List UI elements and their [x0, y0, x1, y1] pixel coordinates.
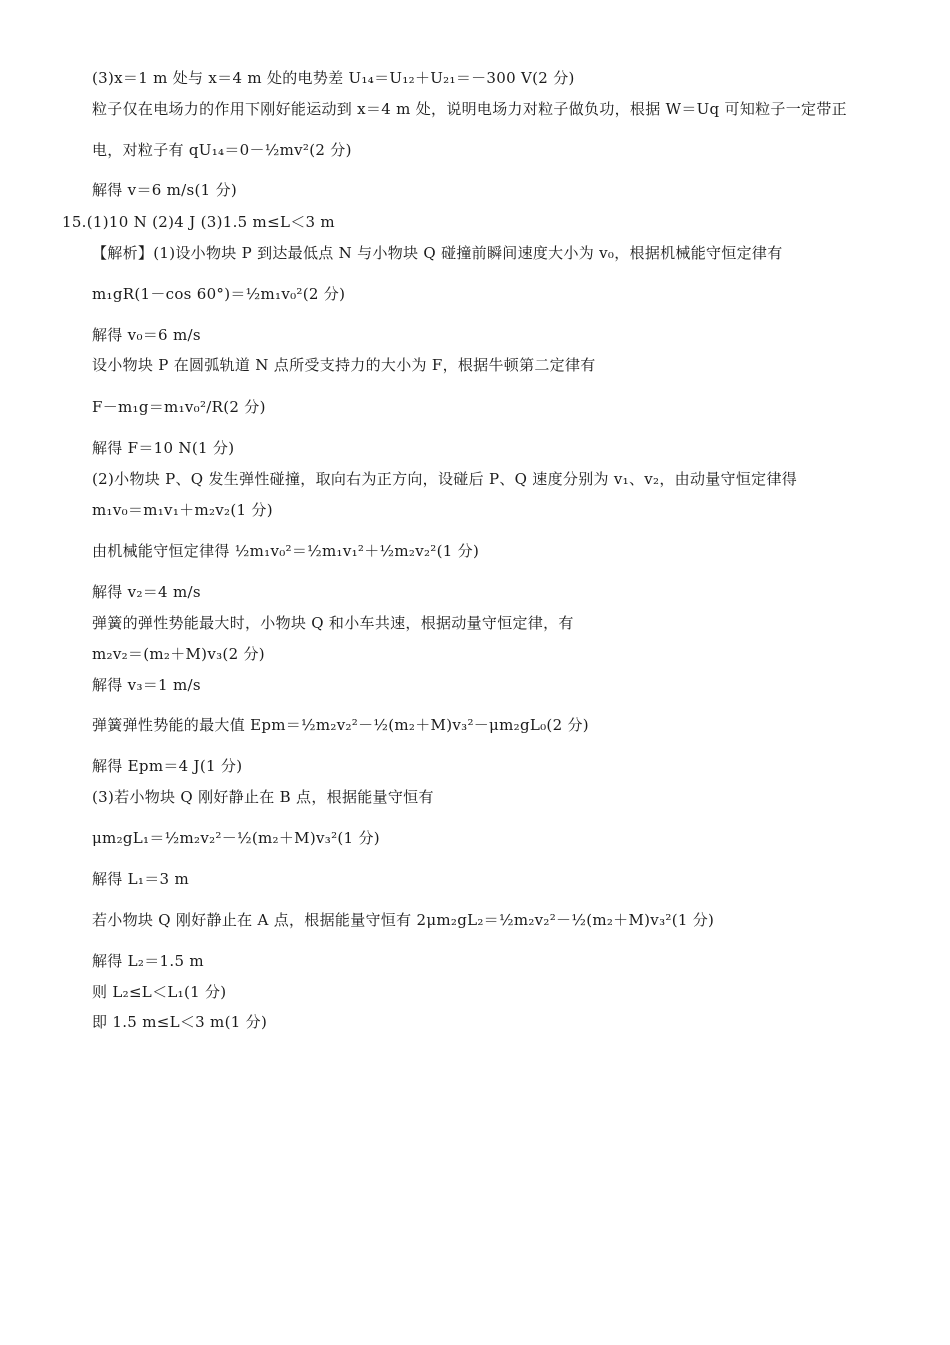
text-line: 设小物块 P 在圆弧轨道 N 点所受支持力的大小为 F，根据牛顿第二定律有 — [92, 356, 596, 374]
text-line: 弹簧的弹性势能最大时，小物块 Q 和小车共速，根据动量守恒定律，有 — [92, 614, 574, 632]
text-line: 解得 F＝10 N(1 分) — [92, 439, 235, 457]
text-line: 解得 v₃＝1 m/s — [92, 676, 201, 694]
text-line: 则 L₂≤L＜L₁(1 分) — [92, 983, 227, 1001]
equation-line: m₁v₀＝m₁v₁＋m₂v₂(1 分) — [92, 501, 273, 519]
text-line: 即 1.5 m≤L＜3 m(1 分) — [92, 1013, 268, 1031]
text-line: 解得 L₁＝3 m — [92, 870, 189, 888]
equation-line: 弹簧弹性势能的最大值 Epm＝½m₂v₂²－½(m₂＋M)v₃²－μm₂gL₀(2 分) — [92, 716, 589, 734]
equation-line: m₁gR(1－cos 60°)＝½m₁v₀²(2 分) — [92, 285, 346, 303]
question-heading: 15.(1)10 N (2)4 J (3)1.5 m≤L＜3 m — [62, 213, 335, 231]
equation-line: 若小物块 Q 刚好静止在 A 点，根据能量守恒有 2μm₂gL₂＝½m₂v₂²－½(m₂＋M)v₃²(1 分) — [92, 911, 715, 929]
equation-line: 由机械能守恒定律得 ½m₁v₀²＝½m₁v₁²＋½m₂v₂²(1 分) — [92, 542, 480, 560]
text-line: 解得 v₂＝4 m/s — [92, 583, 201, 601]
text-line: 解得 v＝6 m/s(1 分) — [92, 181, 238, 199]
equation-line: μm₂gL₁＝½m₂v₂²－½(m₂＋M)v₃²(1 分) — [92, 829, 380, 847]
text-line: (2)小物块 P、Q 发生弹性碰撞，取向右为正方向，设碰后 P、Q 速度分别为 v₁、v₂，由动量守恒定律得 — [92, 470, 798, 488]
equation-line: m₂v₂＝(m₂＋M)v₃(2 分) — [92, 645, 265, 663]
text-line: (3)若小物块 Q 刚好静止在 B 点，根据能量守恒有 — [92, 788, 434, 806]
text-line: 粒子仅在电场力的作用下刚好能运动到 x＝4 m 处，说明电场力对粒子做负功，根据 W＝Uq 可知粒子一定带正 — [92, 100, 847, 118]
text-line: 解得 v₀＝6 m/s — [92, 326, 201, 344]
text-line: 解得 L₂＝1.5 m — [92, 952, 204, 970]
text-line: 电，对粒子有 qU₁₄＝0－½mv²(2 分) — [92, 141, 352, 159]
analysis-line: 【解析】(1)设小物块 P 到达最低点 N 与小物块 Q 碰撞前瞬间速度大小为 v₀，根据机械能守恒定律有 — [92, 244, 783, 262]
text-line: (3)x＝1 m 处与 x＝4 m 处的电势差 U₁₄＝U₁₂＋U₂₁＝－300 V(2 分) — [92, 69, 575, 87]
equation-line: F－m₁g＝m₁v₀²/R(2 分) — [92, 398, 266, 416]
text-line: 解得 Epm＝4 J(1 分) — [92, 757, 243, 775]
